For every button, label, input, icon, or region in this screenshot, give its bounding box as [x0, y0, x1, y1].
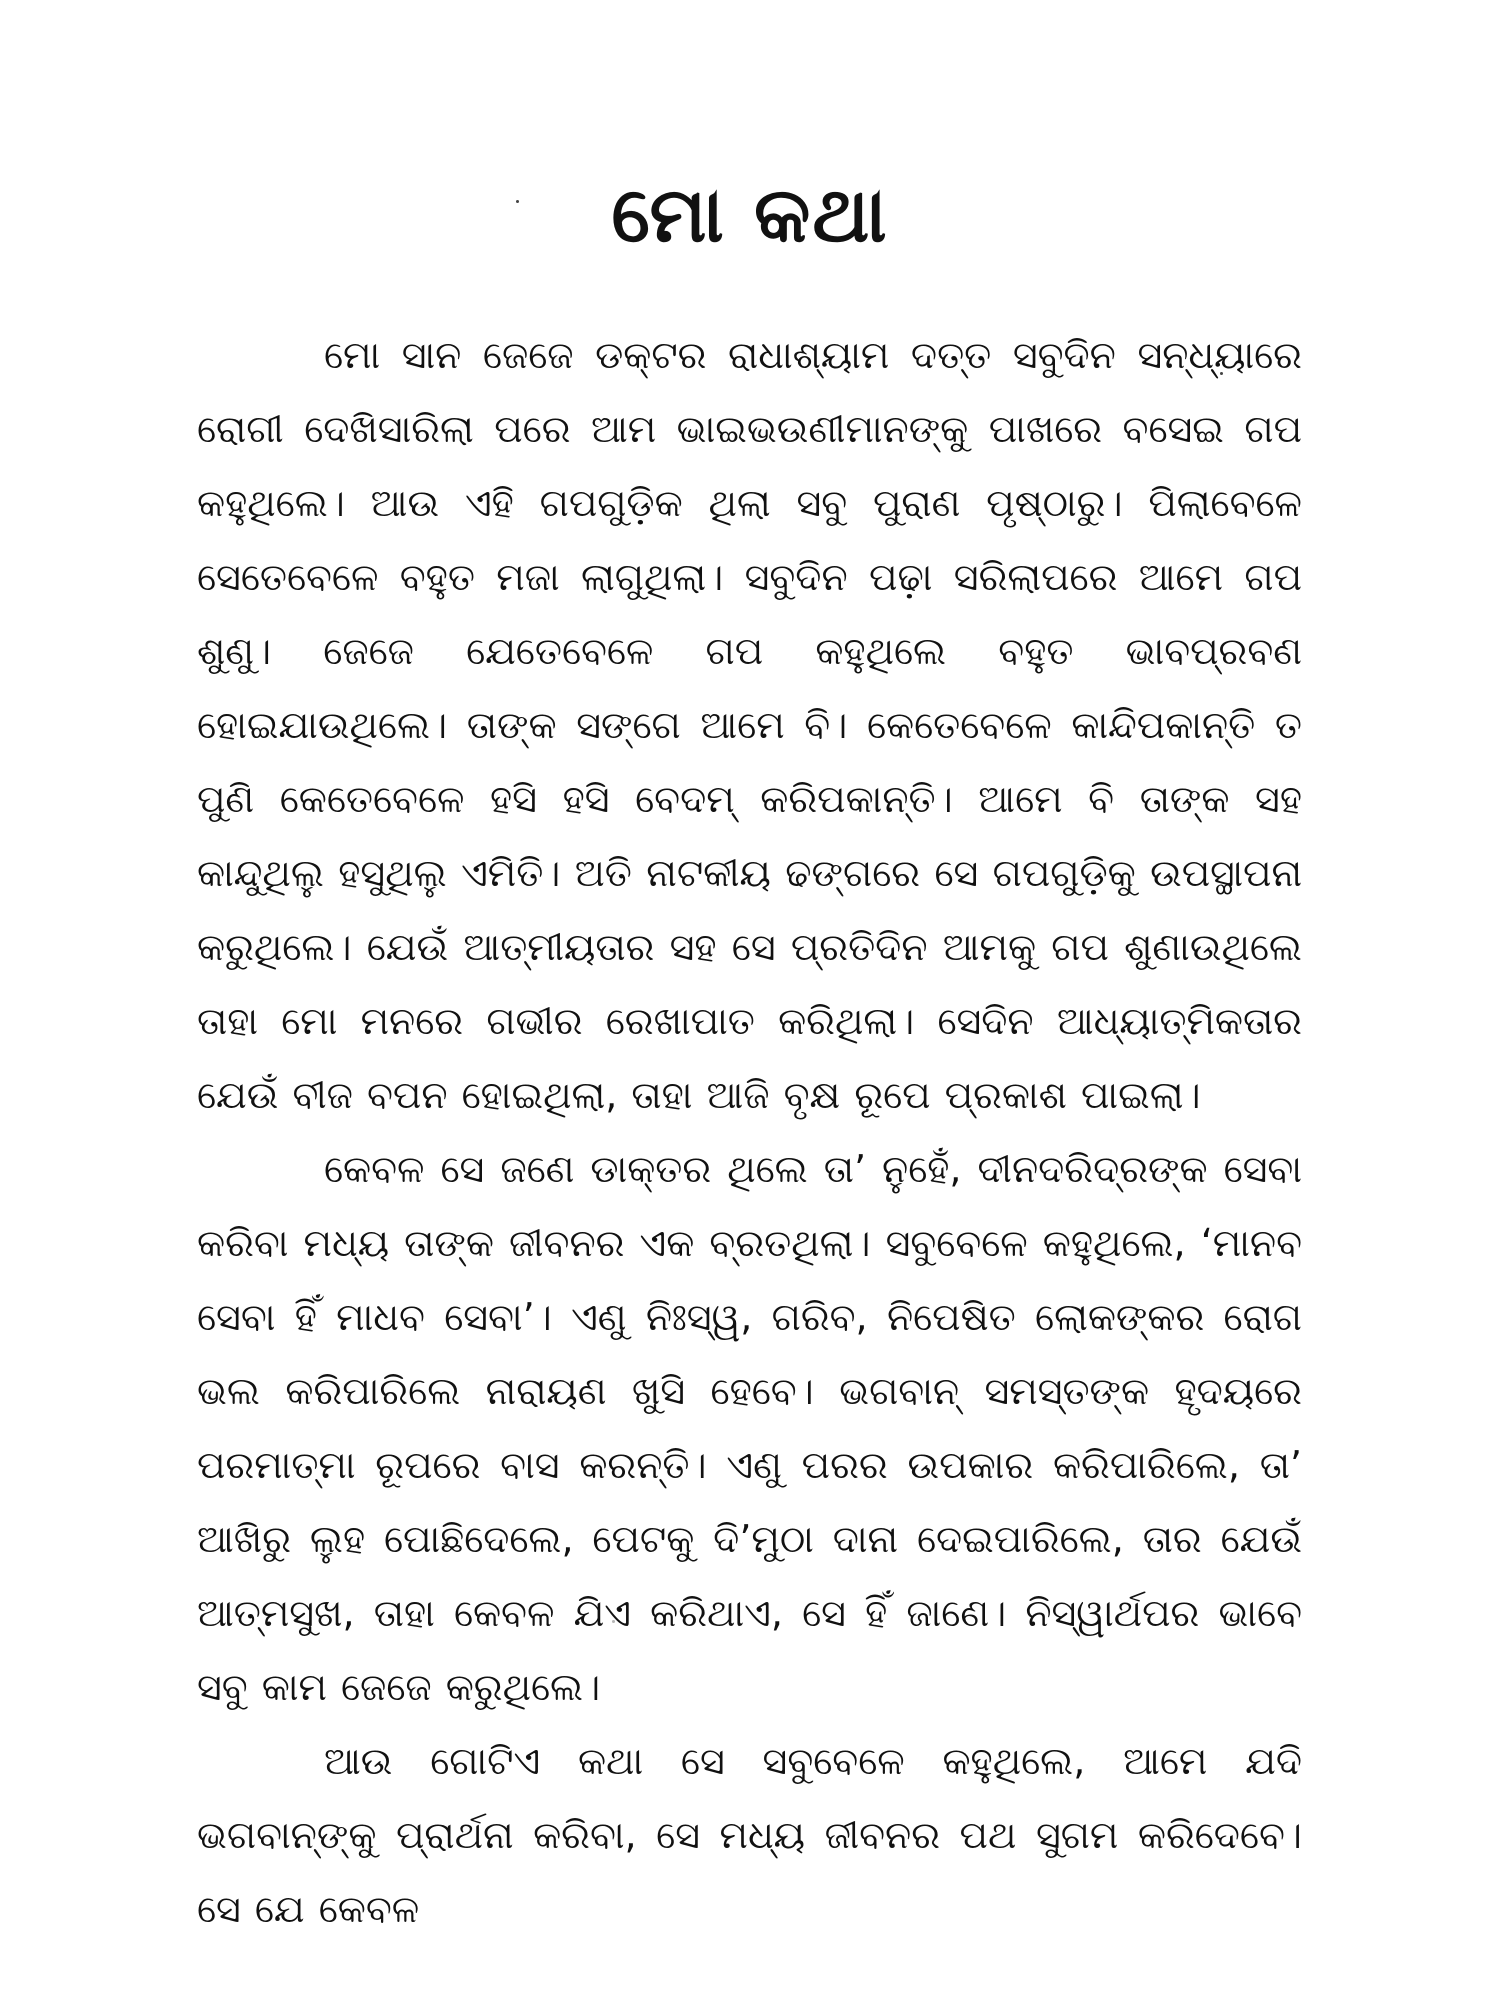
paragraph: କେବଳ ସେ ଜଣେ ଡାକ୍ତର ଥିଲେ ତା’ ନୁହେଁ, ଦୀନଦରିଦ୍ରଙ୍କ ସେବା କରିବା ମଧ୍ୟ ତାଙ୍କ ଜୀବନର ଏକ ବ୍ରତଥିଲା। ସବୁବେଳେ କହୁଥିଲେ, ‘ମାନବ ସେବା ହିଁ ମାଧବ ସେବା’। ଏଣୁ ନିଃସ୍ୱ, ଗରିବ, ନିପେଷିତ ଲୋକଙ୍କର ରୋଗ ଭଲ କରିପାରିଲେ ନାରାୟଣ ଖୁସି ହେବେ। ଭଗବାନ୍ ସମସ୍ତଙ୍କ ହୃଦୟରେ ପରମାତ୍ମା ରୂପରେ ବାସ କରନ୍ତି। ଏଣୁ ପରର ଉପକାର କରିପାରିଲେ, ତା’ ଆଖିରୁ ଲୁହ ପୋଛିଦେଲେ, ପେଟକୁ ଦି’ମୁଠା ଦାନା ଦେଇପାରିଲେ, ତାର ଯେଉଁ ଆତ୍ମସୁଖ, ତାହା କେବଳ ଯିଏ କରିଥାଏ, ସେ ହିଁ ଜାଣେ। ନିସ୍ୱାର୍ଥପର ଭାବେ ସବୁ କାମ ଜେଜେ କରୁଥିଲେ। [197, 1147, 1302, 1709]
paragraph: ଆଉ ଗୋଟିଏ କଥା ସେ ସବୁବେଳେ କହୁଥିଲେ, ଆମେ ଯଦି ଭଗବାନ୍‌ଙ୍କୁ ପ୍ରାର୍ଥନା କରିବା, ସେ ମଧ୍ୟ ଜୀବନର ପଥ ସୁଗମ କରିଦେବେ। ସେ ଯେ କେବଳ [197, 1739, 1302, 1931]
body-text [197, 318, 1302, 1946]
page-title: ମୋ କଥା [611, 170, 889, 259]
paragraph: ମୋ ସାନ ଜେଜେ ଡକ୍ଟର ରାଧାଶ୍ୟାମ ଦତ୍ତ ସବୁଦିନ ସନ୍ଧ୍ୟାରେ ରୋଗୀ ଦେଖିସାରିଲା ପରେ ଆମ ଭାଇଭଉଣୀମାନଙ୍କୁ ପାଖରେ ବସେଇ ଗପ କହୁଥିଲେ। ଆଉ ଏହି ଗପଗୁଡ଼ିକ ଥିଲା ସବୁ ପୁରାଣ ପୃଷ୍ଠାରୁ। ପିଲାବେଳେ ସେତେବେଳେ ବହୁତ ମଜା ଲାଗୁଥିଲା। ସବୁଦିନ ପଢ଼ା ସରିଲାପରେ ଆମେ ଗପ ଶୁଣୁ। ଜେଜେ ଯେତେବେଳେ ଗପ କହୁଥିଲେ ବହୁତ ଭାବପ୍ରବଣ ହୋଇଯାଉଥିଲେ। ତାଙ୍କ ସଙ୍ଗେ ଆମେ ବି। କେତେବେଳେ କାନ୍ଦିପକାନ୍ତି ତ ପୁଣି କେତେବେଳେ ହସି ହସି ବେଦମ୍ କରିପକାନ୍ତି। ଆମେ ବି ତାଙ୍କ ସହ କାନ୍ଦୁଥିଲୁ ହସୁଥିଲୁ ଏମିତି। ଅତି ନାଟକୀୟ ଢଙ୍ଗରେ ସେ ଗପଗୁଡ଼ିକୁ ଉପସ୍ଥାପନା କରୁଥିଲେ। ଯେଉଁ ଆତ୍ମୀୟତାର ସହ ସେ ପ୍ରତିଦିନ ଆମକୁ ଗପ ଶୁଣାଉଥିଲେ ତାହା ମୋ ମନରେ ଗଭୀର ରେଖାପାତ କରିଥିଲା। ସେଦିନ ଆଧ୍ୟାତ୍ମିକତାର ଯେଉଁ ବୀଜ ବପନ ହୋଇଥିଲା, ତାହା ଆଜି ବୃକ୍ଷ ରୂପେ ପ୍ରକାଶ ପାଇଲା। [197, 333, 1302, 1117]
